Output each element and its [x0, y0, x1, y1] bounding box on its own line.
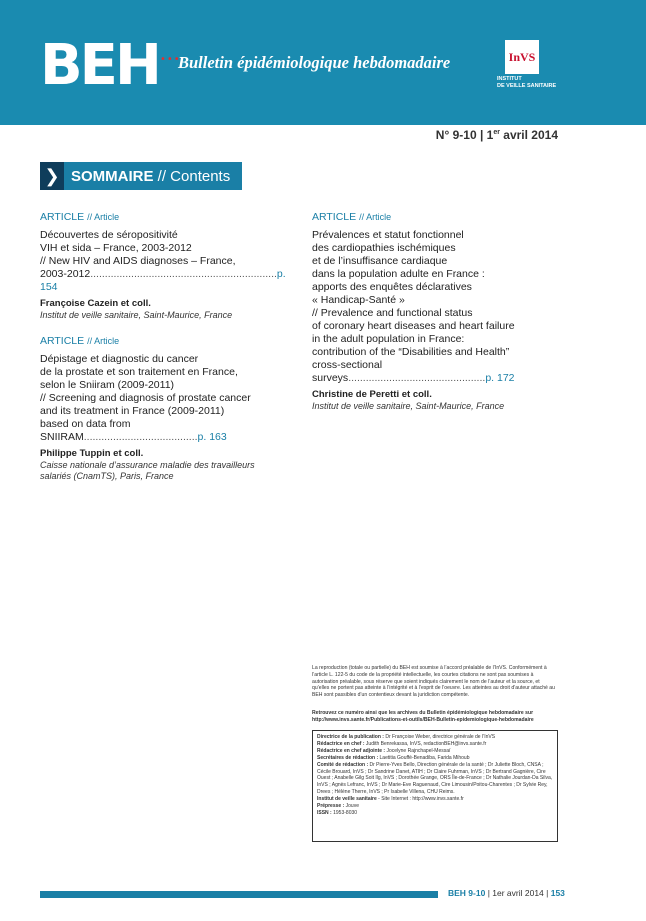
issue-number: N° 9-10 | 1er avril 2014: [435, 128, 558, 142]
footer-bar: [40, 891, 438, 898]
legal-notice: La reproduction (totale ou partielle) du BEH est soumise à l’accord préalable de l’InVS. Conformément à l’article L. 122-5 du code de la propriété intellectuelle, les courtes citations ne sont pas soumises à autorisation préalable, sous réserve que soient indiqués clairement le nom de l’auteur et la source, et qu’elles ne portent pas atteinte à l’intégrité et à l’esprit de l’oeuvre. Les atteintes au droit d’auteur attaché au BEH sont passibles d’un contentieux devant la juridiction compétente.: [312, 665, 555, 699]
page-reference: p. 172: [485, 372, 515, 384]
page-reference: p. 163: [197, 431, 227, 443]
beh-logo: BEH: [40, 33, 159, 98]
credit-line: Institut de veille sanitaire - Site Internet : http://www.invs.sante.fr: [317, 796, 464, 803]
article-affiliation: Institut de veille sanitaire, Saint-Maurice, France: [312, 401, 505, 411]
archive-link-notice[interactable]: Retrouvez ce numéro ainsi que les archives du Bulletin épidémiologique hebdomadaire sur http://www.invs.sante.fr/Publications-et-outils/BEH-Bulletin-epidemiologique-hebdomadaire: [312, 710, 534, 723]
bulletin-title: Bulletin épidémiologique hebdomadaire: [178, 53, 451, 72]
credit-line: Comité de rédaction : Dr Pierre-Yves Bello, Direction générale de la santé ; Dr Juliette Bloch, CNSA ; Cécile Brouard, InVS ; Dr Sandrine Danet, ATIH ; Dr Claire Fuhrman, InVS ; Dr Bertrand Gagnière, Cire Ouest ; Anabelle Gilg Soit Ilg, InVS ; Dorothée Grange, ORS Île-de-France ; Dr Nathalie Jourdan-Da Silva, InVS ; Agnès Lefranc, InVS ; Dr Marie-Eve Raguenaud, Cire Limousin/Poitou-Charentes ; Dr Sylvie Rey, Drees ; Hélène Therre, InVS ; Pr Isabelle Villena, CHU Reims.: [317, 761, 553, 796]
invs-logo-mark: InVS: [505, 40, 539, 74]
credit-line: Rédactrice en chef adjointe : Jocelyne Rajnchapel-Messaï: [317, 747, 451, 754]
article-author: Philippe Tuppin et coll.: [40, 448, 144, 459]
credit-line: Prépresse : Jouve: [317, 803, 359, 810]
toc-left-column: [40, 211, 286, 482]
article-title[interactable]: Découvertes de séropositivité VIH et sida – France, 2003-2012 // New HIV and AIDS diagnoses – France, 2003-2012................................................................p. 154: [40, 229, 286, 293]
page-reference: p. 154: [40, 268, 286, 293]
article-affiliation: Caisse nationale d’assurance maladie des travailleurs salariés (CnamTS), Paris, France: [40, 460, 255, 481]
sommaire-title: SOMMAIRE // Contents: [71, 167, 231, 185]
article-author: Françoise Cazein et coll.: [40, 298, 151, 309]
editorial-credits-box: [312, 730, 558, 842]
credit-line: ISSN : 1953-8030: [317, 809, 358, 816]
toc-entry[interactable]: [312, 211, 558, 412]
article-title[interactable]: Dépistage et diagnostic du cancer de la prostate et son traitement en France, selon le Sniiram (2009-2011) // Screening and diagnosis of prostate cancer and its treatment in France (2009-2011) based on data from SNIIRAM.......................................p. 163: [40, 353, 251, 443]
article-author: Christine de Peretti et coll.: [312, 389, 432, 400]
credit-line: Rédactrice en chef : Judith Benrekassa, InVS, redactionBEH@invs.sante.fr: [317, 740, 487, 747]
invs-logo-text: INSTITUT DE VEILLE SANITAIRE: [497, 76, 557, 89]
chevron-right-icon: ❯: [40, 162, 64, 190]
header-banner: [0, 0, 646, 125]
invs-logo: [497, 40, 557, 94]
article-tag: ARTICLE // Article: [312, 211, 392, 223]
credit-line: Directrice de la publication : Dr Françoise Weber, directrice générale de l’InVS: [317, 734, 496, 740]
footer-folio: BEH 9-10 | 1er avril 2014 | 153: [448, 888, 565, 898]
toc-entry[interactable]: [40, 211, 286, 321]
credit-line: Secrétaires de rédaction : Laetitia Gouffé-Benadiba, Farida Mihoub: [317, 754, 470, 761]
article-title[interactable]: Prévalences et statut fonctionnel des cardiopathies ischémiques et de l’insuffisance cardiaque dans la population adulte en France : apports des enquêtes déclaratives « Handicap-Santé » // Prevalence and functional status of coronary heart diseases and heart failure in the adult population in France: contribution of the “Disabilities and Health” cross-sectional surveys...............................................p. 172: [312, 229, 515, 384]
article-affiliation: Institut de veille sanitaire, Saint-Maurice, France: [40, 310, 233, 320]
sommaire-banner: [40, 162, 242, 190]
toc-right-column: [312, 211, 558, 412]
toc-entry[interactable]: [40, 335, 286, 482]
beh-logo-dots: •••: [160, 54, 181, 65]
article-tag: ARTICLE // Article: [40, 335, 120, 347]
article-tag: ARTICLE // Article: [40, 211, 120, 223]
